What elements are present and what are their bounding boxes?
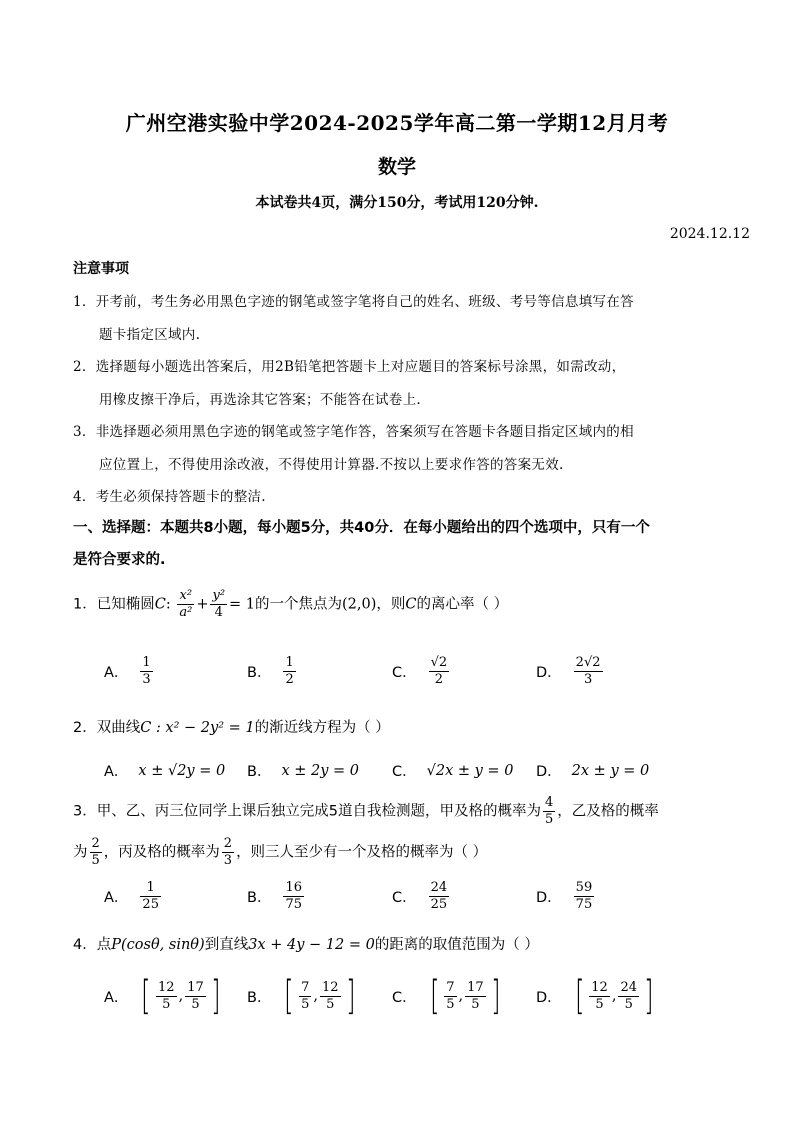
note-3	[73, 420, 634, 440]
fraction-denominator: 5	[91, 853, 100, 868]
fraction-numerator: 1	[140, 880, 161, 897]
interval-bracket: [	[141, 973, 151, 1019]
text-run: 选择题每小题选出答案后，用2B铅笔把答题卡上对应题目的答案标号涂黑，如需改动，	[95, 359, 626, 375]
option-label: C．	[392, 989, 417, 1006]
text-run: C : x² − 2y² = 1	[140, 720, 255, 736]
text-run: C	[154, 596, 166, 613]
q1-option-b	[247, 655, 298, 688]
fraction-numerator: 17	[187, 979, 204, 995]
fraction-denominator: 5	[191, 996, 200, 1012]
interval-bracket: [	[429, 973, 440, 1019]
fraction	[444, 980, 456, 1013]
text-run: 考生必须保持答题卡的整洁.	[95, 489, 266, 505]
fraction-numerator: 1	[142, 655, 151, 670]
interval-bracket: ]	[345, 973, 355, 1019]
fraction-numerator: 1	[285, 655, 294, 670]
text-run: 2x ± y = 0	[571, 762, 650, 779]
fraction-denominator: 5	[301, 996, 310, 1012]
fraction	[465, 980, 486, 1013]
option-label: B．	[247, 764, 272, 780]
interval-bracket: ]	[644, 973, 654, 1019]
fraction	[574, 880, 595, 913]
option-label: C．	[392, 890, 417, 906]
question-1	[73, 588, 508, 621]
text-run: x ± √2y = 0	[138, 762, 226, 779]
option-label: B．	[247, 665, 272, 681]
exam-title: 广州空港实验中学2024-2025学年高二第一学期12月月考	[125, 111, 669, 135]
fraction-numerator: 2	[91, 836, 100, 851]
text-run: P(cosθ, sinθ)	[111, 937, 205, 953]
fraction-denominator: 75	[575, 897, 593, 912]
fraction-numerator: 59	[575, 880, 593, 895]
option-label: D．	[536, 764, 562, 780]
text-run: 非选择题必须用黑色字迹的钢笔或签字笔作答，答案须写在答题卡各题目指定区域内的相	[95, 424, 634, 440]
text-run: :	[165, 596, 171, 613]
text-run: C	[405, 596, 417, 613]
question-4	[73, 933, 539, 954]
fraction-numerator: 7	[446, 979, 455, 995]
q4-option-a	[104, 973, 223, 1019]
fraction	[429, 880, 450, 913]
q3-option-c	[392, 880, 451, 913]
fraction-denominator: 5	[595, 996, 604, 1012]
fraction-numerator: x²	[177, 588, 194, 605]
fraction-denominator: a²	[179, 605, 193, 620]
note-1	[73, 290, 634, 310]
text-run: 2．	[73, 359, 96, 375]
fraction	[140, 655, 152, 688]
q4-option-c	[392, 973, 503, 1019]
q2-option-b	[247, 760, 359, 781]
q1-frac-x	[177, 588, 194, 621]
exam-subject: 数学	[377, 156, 416, 178]
fraction	[320, 980, 341, 1013]
note-1-cont: 题卡指定区域内.	[99, 327, 201, 343]
note-4	[73, 485, 266, 505]
q2-option-a	[104, 760, 225, 781]
fraction-denominator: 75	[285, 897, 302, 912]
fraction-numerator: 12	[591, 979, 608, 995]
fraction-denominator: 3	[142, 672, 151, 687]
fraction	[574, 655, 603, 688]
q2-option-d	[536, 760, 649, 781]
fraction	[283, 880, 304, 913]
interval-bracket: [	[574, 973, 585, 1019]
fraction	[156, 980, 177, 1013]
fraction-numerator: 16	[285, 880, 302, 895]
question-3-line-1	[73, 795, 659, 828]
text-run: 3x + 4y − 12 = 0	[248, 937, 375, 953]
text-run: 4．点	[73, 937, 112, 953]
option-label: B．	[247, 989, 272, 1006]
fraction-denominator: 5	[446, 996, 455, 1012]
fraction	[543, 795, 555, 828]
interval-bracket: ]	[490, 973, 501, 1019]
fraction-numerator: 12	[321, 979, 339, 995]
text-run: 2．双曲线	[73, 720, 141, 736]
text-run: 开考前，考生务必用黑色字迹的钢笔或签字笔将自己的姓名、班级、考号等信息填写在答	[95, 294, 634, 310]
q1-option-c	[392, 655, 451, 688]
fraction-denominator: 25	[142, 897, 159, 912]
text-run: ,	[178, 988, 184, 1004]
option-label: C．	[392, 764, 417, 780]
option-label: D．	[536, 665, 562, 681]
section-1-heading: 一、选择题：本题共8小题，每小题5分，共40分．在每小题给出的四个选项中，只有一个	[73, 520, 650, 536]
text-run: ,	[313, 988, 318, 1004]
q3-option-a	[104, 880, 163, 913]
q2-option-c	[392, 760, 513, 781]
text-run: ，丙及格的概率为	[103, 844, 220, 861]
fraction-numerator: 12	[158, 979, 175, 995]
fraction-denominator: 2	[285, 672, 294, 687]
fraction	[299, 980, 311, 1013]
option-label: A．	[104, 665, 129, 681]
fraction-numerator: 24	[430, 880, 448, 895]
text-run: 3．甲、乙、丙三位同学上课后独立完成5道自我检测题，甲及格的概率为	[73, 803, 541, 820]
question-3-line-2	[73, 836, 487, 869]
text-run: √2x ± y = 0	[426, 762, 514, 779]
fraction	[222, 836, 234, 869]
text-run: = 1	[229, 596, 256, 613]
section-1-heading-cont: 是符合要求的.	[73, 552, 166, 568]
text-run: x ± 2y = 0	[281, 762, 360, 779]
note-3-cont: 应位置上，不得使用涂改液，不得使用计算器.不按以上要求作答的答案无效.	[99, 457, 564, 473]
note-2-cont: 用橡皮擦干净后，再选涂其它答案；不能答在试卷上.	[99, 392, 421, 408]
q1-option-d	[536, 655, 605, 688]
question-2	[73, 716, 390, 737]
text-run: 1．	[73, 294, 96, 310]
text-run: 4．	[73, 489, 96, 505]
fraction-numerator: y²	[212, 588, 226, 603]
fraction-numerator: 2	[223, 836, 233, 851]
q1-frac-y	[210, 588, 227, 621]
fraction	[589, 980, 610, 1013]
text-run: +	[196, 596, 209, 613]
text-run: 的一个焦点为	[255, 596, 343, 613]
fraction-denominator: 5	[544, 812, 554, 827]
fraction-denominator: 3	[223, 853, 233, 868]
fraction-denominator: 2	[434, 672, 444, 687]
fraction-numerator: 24	[620, 979, 637, 995]
text-run: 到直线	[204, 937, 249, 953]
option-label: C．	[392, 665, 417, 681]
text-run: 的渐近线方程为（ ）	[254, 720, 390, 736]
text-run: 1．已知椭圆	[73, 596, 155, 613]
fraction-denominator: 5	[624, 996, 633, 1012]
q3-option-d	[536, 880, 596, 913]
fraction-denominator: 3	[583, 672, 593, 687]
text-run: ,	[611, 988, 617, 1004]
exam-info: 本试卷共4页，满分150分，考试用120分钟.	[255, 195, 539, 211]
note-2	[73, 355, 625, 375]
option-label: B．	[247, 890, 272, 906]
text-run: ,	[458, 988, 464, 1004]
exam-date: 2024.12.12	[669, 226, 750, 242]
fraction-numerator: 4	[544, 795, 554, 810]
fraction-denominator: 25	[430, 897, 448, 912]
fraction-denominator: 5	[471, 996, 480, 1012]
fraction-numerator: √2	[430, 655, 448, 670]
text-run: ，则	[376, 596, 406, 613]
fraction	[618, 980, 639, 1013]
fraction-numerator: 17	[467, 979, 484, 995]
text-run: 3．	[73, 424, 96, 440]
fraction-denominator: 5	[162, 996, 171, 1012]
fraction-numerator: 7	[301, 979, 310, 995]
option-label: D．	[536, 890, 562, 906]
option-label: D．	[536, 989, 562, 1006]
notes-title: 注意事项	[73, 261, 129, 277]
fraction-numerator: 2√2	[575, 655, 601, 670]
interval-bracket: ]	[210, 973, 221, 1019]
text-run: 的距离的取值范围为（ ）	[374, 937, 539, 953]
fraction-denominator: 4	[214, 605, 223, 620]
fraction	[185, 980, 206, 1013]
text-run: ，乙及格的概率	[557, 803, 659, 820]
q4-option-d	[536, 973, 657, 1019]
fraction	[140, 880, 161, 913]
fraction	[429, 655, 450, 688]
text-run: 的离心率（ ）	[416, 596, 509, 613]
fraction	[283, 655, 295, 688]
text-run: ，则三人至少有一个及格的概率为（ ）	[236, 844, 488, 861]
text-run: 为	[73, 844, 88, 861]
option-label: A．	[104, 890, 129, 906]
option-label: A．	[104, 764, 129, 780]
interval-bracket: [	[284, 973, 294, 1019]
q3-option-b	[247, 880, 306, 913]
option-label: A．	[104, 989, 129, 1006]
fraction	[90, 836, 102, 869]
fraction-denominator: 5	[326, 996, 335, 1012]
q1-option-a	[104, 655, 155, 688]
text-run: (2,0)	[342, 596, 377, 613]
q4-option-b	[247, 973, 358, 1019]
